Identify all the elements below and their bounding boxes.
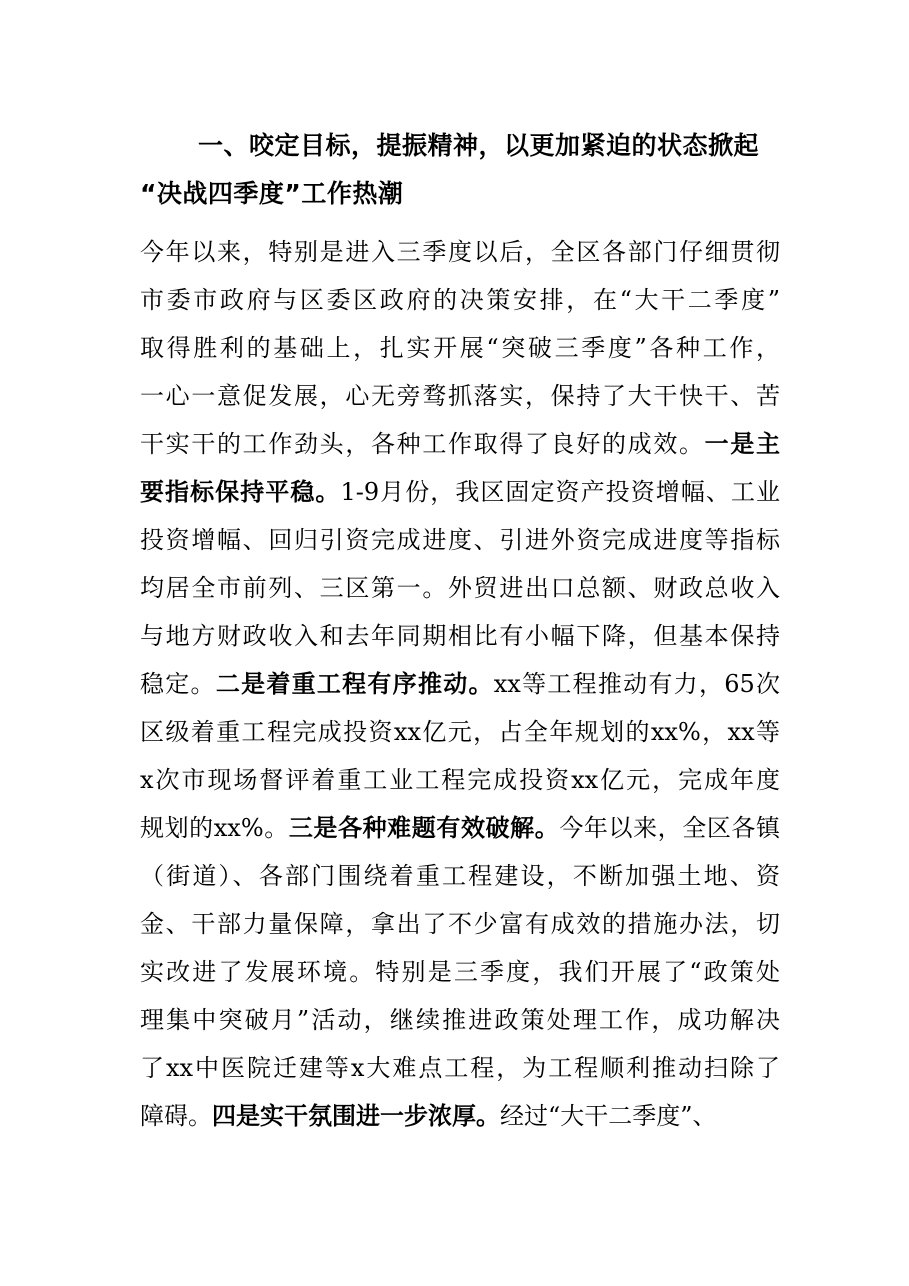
text-run: 取得胜利的基础上，扎实开展“突破三季度”各种工作， (140, 334, 780, 362)
text-run: （街道）、各部门围绕着重工程建设，不断加强土地、资 (140, 862, 780, 890)
text-run: 理集中突破月”活动，继续推进政策处理工作，成功解决 (140, 1006, 780, 1034)
paragraph-line (140, 996, 780, 1044)
paragraph-line (140, 900, 780, 948)
paragraph-line (140, 420, 780, 468)
paragraph-line (140, 276, 780, 324)
paragraph-line (140, 516, 780, 564)
bold-key-phrase: 三是各种难题有效破解。 (288, 814, 560, 842)
paragraph-line (140, 564, 780, 612)
paragraph-line (140, 324, 780, 372)
text-run: 市委市政府与区委区政府的决策安排，在“大干二季度” (140, 286, 780, 314)
paragraph-line (140, 468, 780, 516)
section-heading-line-2: “决战四季度”工作热潮 (140, 179, 404, 208)
bold-key-phrase: 四是实干氛围进一步浓厚。 (212, 1102, 500, 1130)
bold-key-phrase: 一是主 (704, 430, 781, 458)
paragraph-line (140, 1092, 780, 1140)
paragraph-line (140, 372, 780, 420)
paragraph-line (140, 228, 780, 276)
text-run: 了xx中医院迁建等x大难点工程，为工程顺利推动扫除了 (140, 1054, 780, 1082)
paragraph-line (140, 948, 780, 996)
text-run: x次市现场督评着重工业工程完成投资xx亿元，完成年度 (140, 766, 780, 794)
paragraph-line (140, 708, 780, 756)
body-paragraph (140, 228, 780, 1140)
paragraph-line (140, 660, 780, 708)
text-run: xx等工程推动有力，65次 (493, 670, 781, 698)
text-run: 障碍。 (140, 1102, 212, 1130)
paragraph-line (140, 804, 780, 852)
paragraph-line (140, 1044, 780, 1092)
text-run: 经过“大干二季度”、 (500, 1102, 717, 1130)
text-run: 实改进了发展环境。特别是三季度，我们开展了“政策处 (140, 958, 780, 986)
section-heading-line-1: 一、咬定目标，提振精神，以更加紧迫的状态掀起 (198, 131, 760, 160)
text-run: 区级着重工程完成投资xx亿元，占全年规划的xx%，xx等 (140, 718, 780, 746)
text-run: 今年以来，全区各镇 (559, 814, 781, 842)
text-run: 金、干部力量保障，拿出了不少富有成效的措施办法，切 (140, 910, 780, 938)
text-run: 1-9月份，我区固定资产投资增幅、工业 (340, 478, 780, 506)
paragraph-line (140, 852, 780, 900)
text-run: 干实干的工作劲头，各种工作取得了良好的成效。 (140, 430, 705, 458)
text-run: 规划的xx%。 (140, 814, 289, 842)
text-run: 今年以来，特别是进入三季度以后，全区各部门仔细贯彻 (140, 238, 780, 266)
text-run: 与地方财政收入和去年同期相比有小幅下降，但基本保持 (140, 622, 780, 650)
text-run: 稳定。 (140, 670, 216, 698)
paragraph-line (140, 756, 780, 804)
text-run: 一心一意促发展，心无旁骛抓落实，保持了大干快干、苦 (140, 382, 780, 410)
bold-key-phrase: 二是着重工程有序推动。 (215, 670, 494, 698)
paragraph-line (140, 612, 780, 660)
text-run: 投资增幅、回归引资完成进度、引进外资完成进度等指标 (140, 526, 780, 554)
text-run: 均居全市前列、三区第一。外贸进出口总额、财政总收入 (140, 574, 780, 602)
bold-key-phrase: 要指标保持平稳。 (140, 478, 341, 506)
